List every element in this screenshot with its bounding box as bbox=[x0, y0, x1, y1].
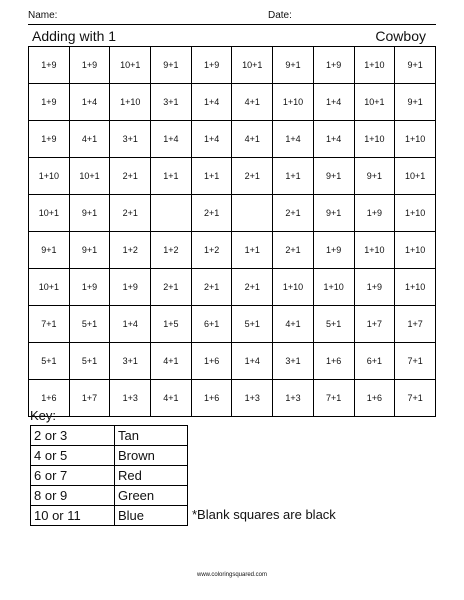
grid-cell: 1+4 bbox=[273, 121, 314, 158]
key-color: Green bbox=[115, 486, 188, 506]
grid-cell: 9+1 bbox=[313, 195, 354, 232]
key-range: 10 or 11 bbox=[31, 506, 115, 526]
grid-cell: 9+1 bbox=[151, 47, 192, 84]
grid-cell: 2+1 bbox=[191, 269, 232, 306]
grid-cell: 1+1 bbox=[232, 232, 273, 269]
grid-cell: 2+1 bbox=[191, 195, 232, 232]
grid-cell: 2+1 bbox=[110, 195, 151, 232]
grid-cell: 1+9 bbox=[313, 232, 354, 269]
key-row bbox=[31, 506, 188, 526]
grid-cell: 1+1 bbox=[273, 158, 314, 195]
key-row bbox=[31, 486, 188, 506]
grid-cell: 1+5 bbox=[151, 306, 192, 343]
grid-cell: 3+1 bbox=[110, 343, 151, 380]
grid-cell: 1+9 bbox=[313, 47, 354, 84]
grid-cell: 1+9 bbox=[69, 47, 110, 84]
grid-row bbox=[29, 195, 436, 232]
grid-cell: 1+2 bbox=[191, 232, 232, 269]
grid-cell: 1+1 bbox=[191, 158, 232, 195]
name-label: Name: bbox=[28, 10, 58, 21]
worksheet-theme: Cowboy bbox=[375, 28, 426, 44]
grid-cell: 2+1 bbox=[273, 232, 314, 269]
grid-cell: 10+1 bbox=[69, 158, 110, 195]
grid-cell: 9+1 bbox=[29, 232, 70, 269]
grid-cell: 3+1 bbox=[151, 84, 192, 121]
grid-cell: 5+1 bbox=[232, 306, 273, 343]
color-key-table bbox=[30, 425, 188, 526]
grid-cell: 2+1 bbox=[151, 269, 192, 306]
key-row bbox=[31, 466, 188, 486]
grid-row bbox=[29, 232, 436, 269]
grid-cell: 7+1 bbox=[395, 343, 436, 380]
grid-cell: 1+10 bbox=[395, 232, 436, 269]
grid-cell: 1+10 bbox=[110, 84, 151, 121]
grid-cell: 9+1 bbox=[395, 47, 436, 84]
grid-cell: 1+10 bbox=[273, 269, 314, 306]
grid-cell: 1+9 bbox=[69, 269, 110, 306]
grid-cell: 1+3 bbox=[110, 380, 151, 417]
grid-cell: 2+1 bbox=[110, 158, 151, 195]
grid-cell: 1+7 bbox=[69, 380, 110, 417]
grid-cell: 1+6 bbox=[29, 380, 70, 417]
grid-cell: 10+1 bbox=[395, 158, 436, 195]
key-range: 6 or 7 bbox=[31, 466, 115, 486]
key-color: Red bbox=[115, 466, 188, 486]
grid-cell: 1+4 bbox=[232, 343, 273, 380]
grid-cell: 1+6 bbox=[313, 343, 354, 380]
grid-cell: 1+6 bbox=[354, 380, 395, 417]
grid-cell: 9+1 bbox=[69, 232, 110, 269]
grid-cell: 4+1 bbox=[151, 343, 192, 380]
grid-cell: 7+1 bbox=[29, 306, 70, 343]
grid-cell: 10+1 bbox=[29, 195, 70, 232]
grid-cell: 1+10 bbox=[273, 84, 314, 121]
grid-cell bbox=[151, 195, 192, 232]
grid-cell: 1+2 bbox=[110, 232, 151, 269]
grid-cell: 5+1 bbox=[69, 306, 110, 343]
grid-cell: 4+1 bbox=[232, 121, 273, 158]
grid-cell: 4+1 bbox=[151, 380, 192, 417]
worksheet-title: Adding with 1 bbox=[32, 28, 117, 44]
grid-cell: 1+10 bbox=[395, 269, 436, 306]
blank-squares-note: *Blank squares are black bbox=[192, 507, 336, 522]
grid-cell: 1+10 bbox=[395, 195, 436, 232]
grid-cell: 2+1 bbox=[273, 195, 314, 232]
grid-cell: 10+1 bbox=[110, 47, 151, 84]
grid-cell: 1+6 bbox=[191, 380, 232, 417]
key-range: 2 or 3 bbox=[31, 426, 115, 446]
grid-cell: 1+9 bbox=[110, 269, 151, 306]
grid-cell: 1+10 bbox=[354, 47, 395, 84]
grid-cell: 4+1 bbox=[273, 306, 314, 343]
grid-cell: 1+7 bbox=[354, 306, 395, 343]
grid-cell: 1+4 bbox=[151, 121, 192, 158]
grid-cell: 5+1 bbox=[29, 343, 70, 380]
grid-cell: 9+1 bbox=[313, 158, 354, 195]
grid-cell: 1+9 bbox=[354, 269, 395, 306]
key-color: Brown bbox=[115, 446, 188, 466]
grid-cell: 1+1 bbox=[151, 158, 192, 195]
grid-cell: 1+10 bbox=[29, 158, 70, 195]
grid-row bbox=[29, 158, 436, 195]
grid-cell: 1+4 bbox=[313, 84, 354, 121]
grid-cell: 1+10 bbox=[354, 121, 395, 158]
grid-row bbox=[29, 343, 436, 380]
grid-cell: 1+6 bbox=[191, 343, 232, 380]
key-range: 8 or 9 bbox=[31, 486, 115, 506]
key-row bbox=[31, 426, 188, 446]
grid-cell: 1+9 bbox=[29, 121, 70, 158]
grid-cell: 7+1 bbox=[313, 380, 354, 417]
grid-cell: 1+2 bbox=[151, 232, 192, 269]
footer-url: www.coloringsquared.com bbox=[196, 572, 268, 578]
grid-cell: 9+1 bbox=[69, 195, 110, 232]
date-label: Date: bbox=[268, 10, 292, 21]
grid-cell: 4+1 bbox=[232, 84, 273, 121]
grid-cell: 1+4 bbox=[69, 84, 110, 121]
key-range: 4 or 5 bbox=[31, 446, 115, 466]
grid-row bbox=[29, 121, 436, 158]
problem-grid bbox=[28, 46, 436, 417]
grid-row bbox=[29, 269, 436, 306]
key-row bbox=[31, 446, 188, 466]
grid-cell: 7+1 bbox=[395, 380, 436, 417]
grid-row bbox=[29, 380, 436, 417]
grid-cell: 1+4 bbox=[191, 84, 232, 121]
grid-cell: 10+1 bbox=[29, 269, 70, 306]
grid-cell: 5+1 bbox=[69, 343, 110, 380]
grid-cell: 1+9 bbox=[191, 47, 232, 84]
name-date-rule bbox=[28, 24, 436, 25]
grid-cell: 5+1 bbox=[313, 306, 354, 343]
grid-cell: 1+10 bbox=[395, 121, 436, 158]
key-label: Key: bbox=[30, 408, 57, 423]
grid-cell: 9+1 bbox=[354, 158, 395, 195]
grid-row bbox=[29, 306, 436, 343]
grid-cell: 2+1 bbox=[232, 158, 273, 195]
grid-cell: 9+1 bbox=[395, 84, 436, 121]
grid-cell: 3+1 bbox=[273, 343, 314, 380]
grid-row bbox=[29, 84, 436, 121]
key-color: Blue bbox=[115, 506, 188, 526]
grid-cell: 1+4 bbox=[110, 306, 151, 343]
grid-cell bbox=[232, 195, 273, 232]
worksheet-header bbox=[28, 26, 436, 46]
grid-cell: 6+1 bbox=[354, 343, 395, 380]
grid-cell: 10+1 bbox=[354, 84, 395, 121]
grid-cell: 9+1 bbox=[273, 47, 314, 84]
grid-cell: 2+1 bbox=[232, 269, 273, 306]
grid-cell: 3+1 bbox=[110, 121, 151, 158]
grid-cell: 1+3 bbox=[273, 380, 314, 417]
grid-row bbox=[29, 47, 436, 84]
grid-cell: 6+1 bbox=[191, 306, 232, 343]
grid-cell: 1+10 bbox=[313, 269, 354, 306]
grid-cell: 1+9 bbox=[29, 47, 70, 84]
grid-cell: 1+4 bbox=[313, 121, 354, 158]
grid-cell: 4+1 bbox=[69, 121, 110, 158]
grid-cell: 1+3 bbox=[232, 380, 273, 417]
grid-cell: 1+7 bbox=[395, 306, 436, 343]
grid-cell: 1+4 bbox=[191, 121, 232, 158]
grid-cell: 10+1 bbox=[232, 47, 273, 84]
grid-cell: 1+9 bbox=[354, 195, 395, 232]
key-color: Tan bbox=[115, 426, 188, 446]
grid-cell: 1+9 bbox=[29, 84, 70, 121]
grid-cell: 1+10 bbox=[354, 232, 395, 269]
